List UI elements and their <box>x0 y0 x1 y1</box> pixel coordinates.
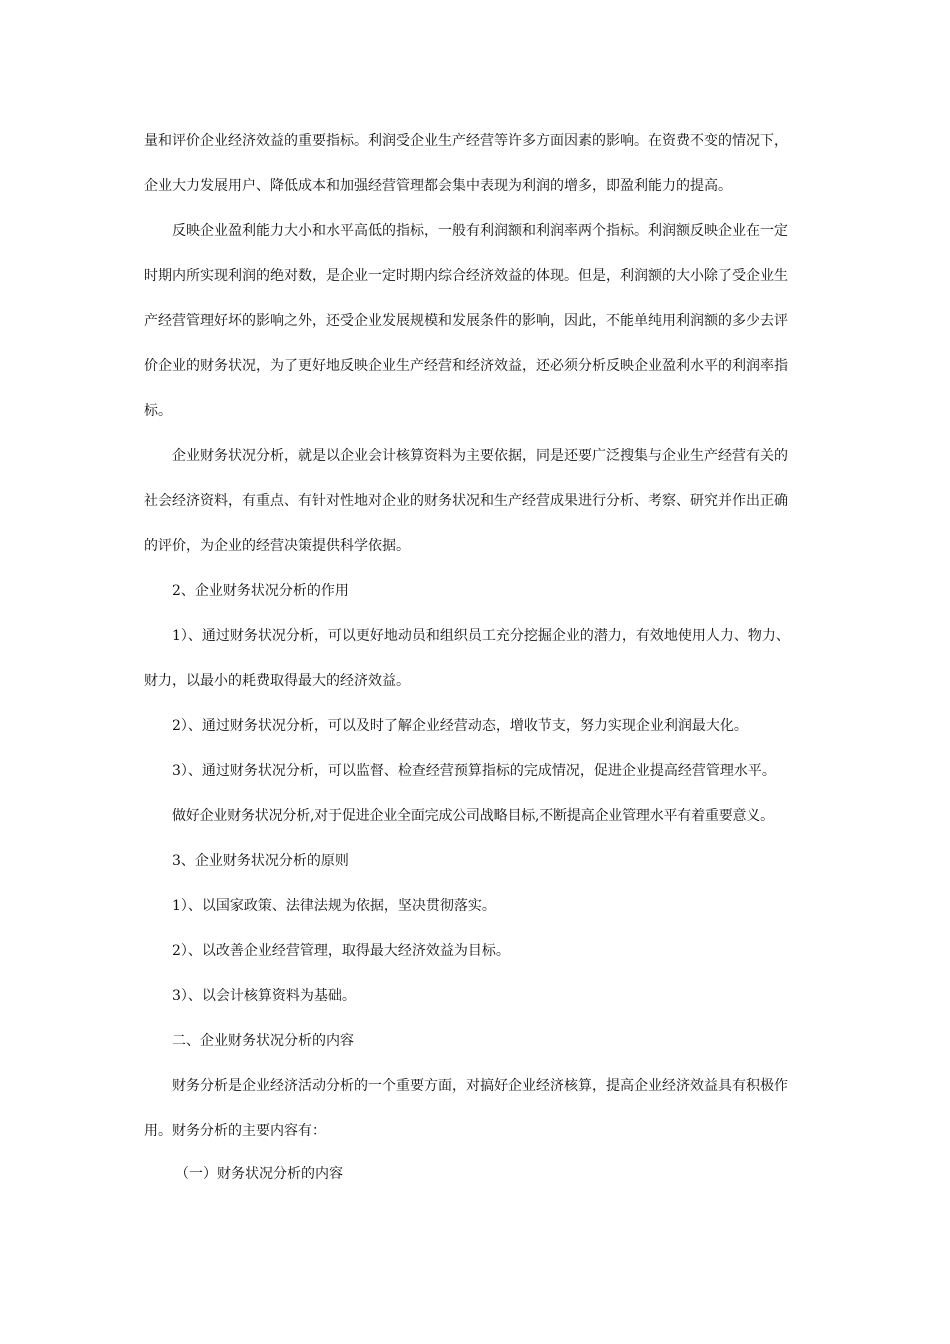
paragraph-line: 做好企业财务状况分析,对于促进企业全面完成公司战略目标,不断提高企业管理水平有着重要意义。 <box>172 808 774 824</box>
paragraph-line: 反映企业盈利能力大小和水平高低的指标，一般有利润额和利润率两个指标。利润额反映企业在一定 <box>172 223 788 239</box>
section-heading: 2、企业财务状况分析的作用 <box>172 583 349 599</box>
list-item: 3）、以会计核算资料为基础。 <box>172 988 356 1004</box>
subsection-heading: （一）财务状况分析的内容 <box>175 1166 343 1182</box>
paragraph-line: 的评价，为企业的经营决策提供科学依据。 <box>144 538 410 554</box>
paragraph-line: 用。财务分析的主要内容有： <box>144 1123 326 1139</box>
section-heading: 二、企业财务状况分析的内容 <box>172 1033 354 1049</box>
paragraph-line: 价企业的财务状况，为了更好地反映企业生产经营和经济效益，还必须分析反映企业盈利水平的利润率指 <box>144 358 788 374</box>
list-item: 3）、通过财务状况分析，可以监督、检查经营预算指标的完成情况，促进企业提高经营管理水平。 <box>172 763 776 779</box>
list-item: 2）、以改善企业经营管理，取得最大经济效益为目标。 <box>172 943 510 959</box>
paragraph-line: 企业财务状况分析，就是以企业会计核算资料为主要依据，同是还要广泛搜集与企业生产经营有关的 <box>172 448 788 464</box>
list-item: 1）、通过财务状况分析，可以更好地动员和组织员工充分挖掘企业的潜力，有效地使用人力、物力、 <box>172 628 790 644</box>
paragraph-line: 财务分析是企业经济活动分析的一个重要方面，对搞好企业经济核算，提高企业经济效益具有积极作 <box>172 1078 788 1094</box>
paragraph-line: 量和评价企业经济效益的重要指标。利润受企业生产经营等许多方面因素的影响。在资费不变的情况下， <box>144 133 788 149</box>
paragraph-line: 产经营管理好坏的影响之外，还受企业发展规模和发展条件的影响，因此，不能单纯用利润额的多少去评 <box>144 313 788 329</box>
paragraph-line: 企业大力发展用户、降低成本和加强经营管理都会集中表现为利润的增多，即盈利能力的提高。 <box>144 178 732 194</box>
paragraph-line: 时期内所实现利润的绝对数，是企业一定时期内综合经济效益的体现。但是，利润额的大小除了受企业生 <box>144 268 788 284</box>
paragraph-line: 标。 <box>144 403 172 419</box>
list-item: 1）、以国家政策、法律法规为依据，坚决贯彻落实。 <box>172 898 496 914</box>
list-item-continuation: 财力，以最小的耗费取得最大的经济效益。 <box>144 673 410 689</box>
paragraph-line: 社会经济资料，有重点、有针对性地对企业的财务状况和生产经营成果进行分析、考察、研究并作出正确 <box>144 493 788 509</box>
list-item: 2）、通过财务状况分析，可以及时了解企业经营动态，增收节支，努力实现企业利润最大化。 <box>172 718 748 734</box>
section-heading: 3、企业财务状况分析的原则 <box>172 853 349 869</box>
